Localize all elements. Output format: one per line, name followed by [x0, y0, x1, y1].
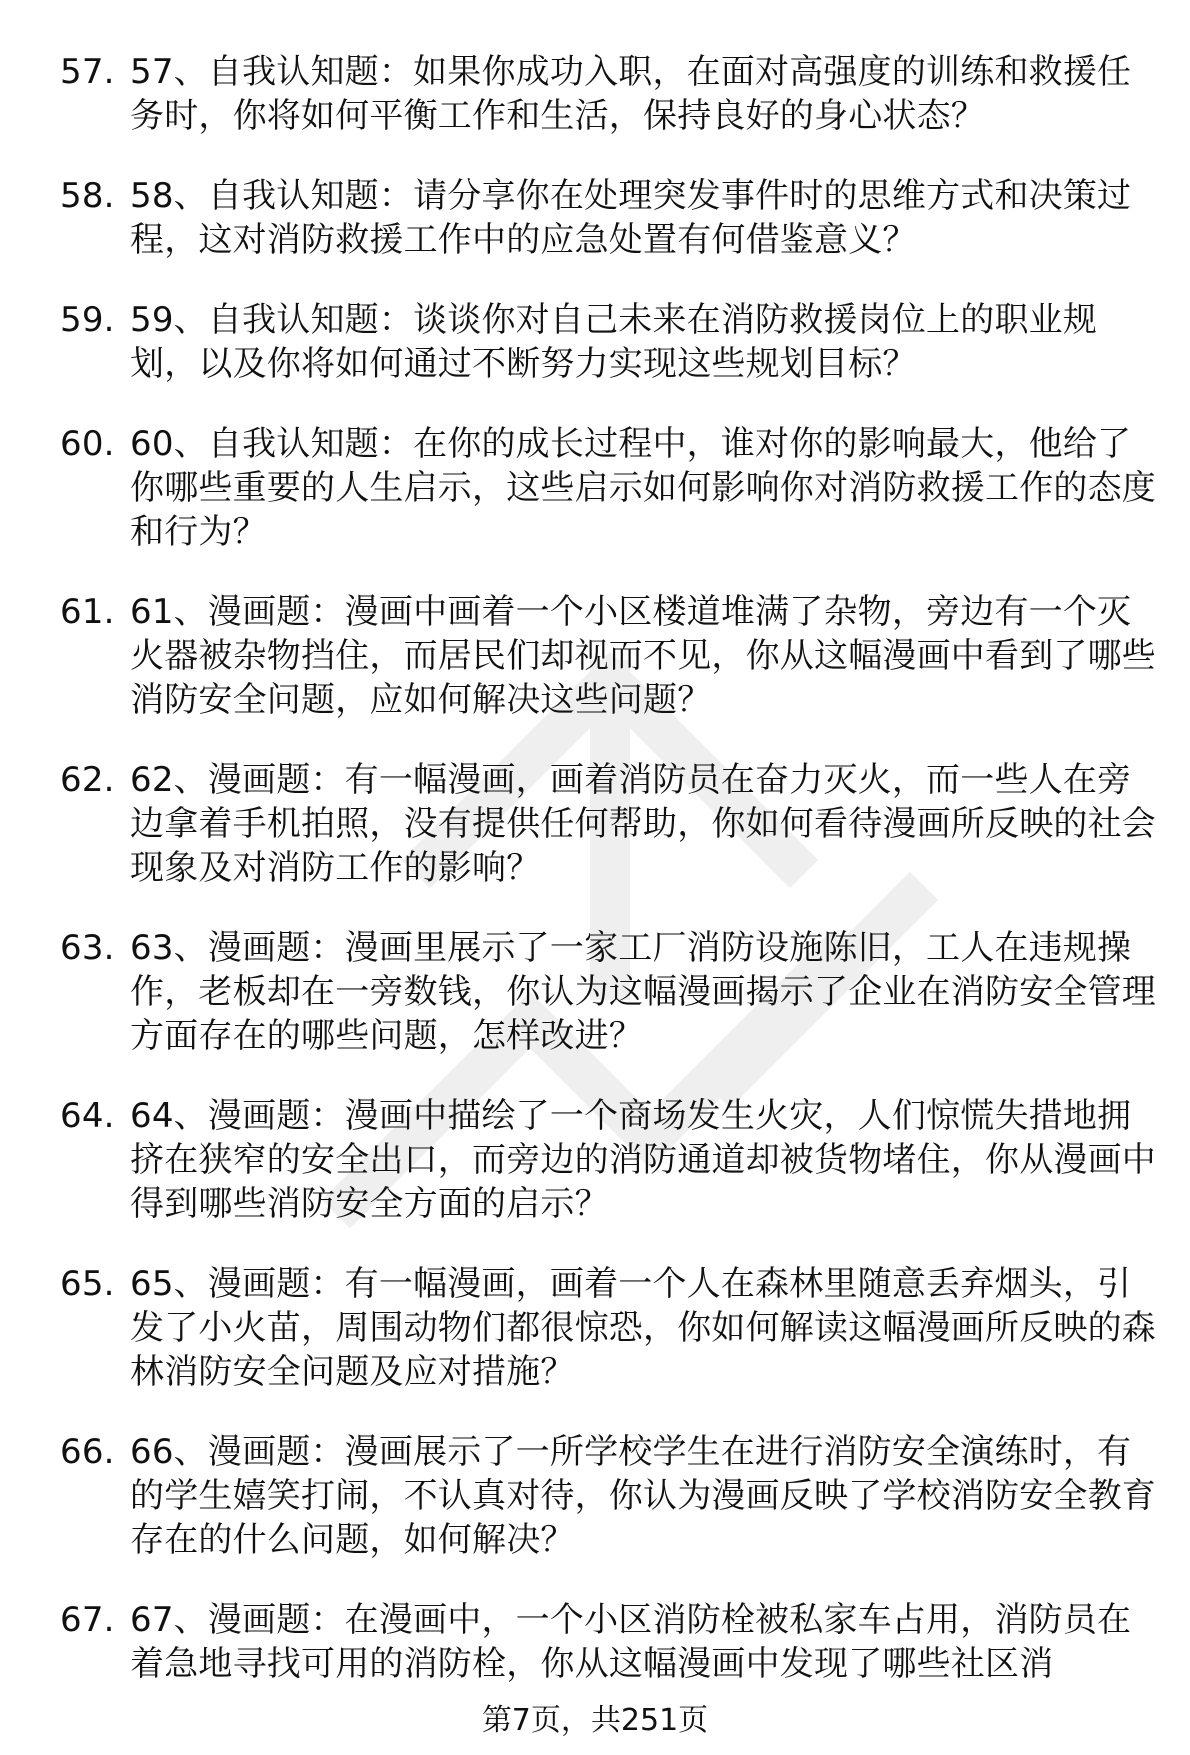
question-text: 67、漫画题：在漫画中，一个小区消防栓被私家车占用，消防员在着急地寻找可用的消防栓，你从这幅漫画中发现了哪些社区消 [130, 1600, 1132, 1684]
question-text: 64、漫画题：漫画中描绘了一个商场发生火灾，人们惊慌失措地拥挤在狭窄的安全出口，而旁边的消防通道却被货物堵住，你从漫画中得到哪些消防安全方面的启示？ [130, 1096, 1156, 1224]
question-text: 57、自我认知题：如果你成功入职，在面对高强度的训练和救援任务时，你将如何平衡工作和生活，保持良好的身心状态？ [130, 52, 1132, 136]
question-number: 64. [60, 1096, 115, 1136]
question-number: 63. [60, 928, 115, 968]
question-item [60, 590, 1160, 722]
question-number: 65. [60, 1264, 115, 1304]
question-number: 58. [60, 176, 115, 216]
question-item [60, 1430, 1160, 1562]
question-item [60, 1598, 1160, 1686]
question-number: 59. [60, 300, 115, 340]
question-number: 62. [60, 760, 115, 800]
question-item [60, 758, 1160, 890]
question-text: 61、漫画题：漫画中画着一个小区楼道堆满了杂物，旁边有一个灭火器被杂物挡住，而居民们却视而不见，你从这幅漫画中看到了哪些消防安全问题，应如何解决这些问题？ [130, 592, 1156, 720]
question-number: 57. [60, 52, 115, 92]
question-number: 66. [60, 1432, 115, 1472]
question-text: 65、漫画题：有一幅漫画，画着一个人在森林里随意丢弃烟头，引发了小火苗，周围动物们都很惊恐，你如何解读这幅漫画所反映的森林消防安全问题及应对措施？ [130, 1264, 1156, 1392]
question-item [60, 1094, 1160, 1226]
question-number: 61. [60, 592, 115, 632]
question-item [60, 1262, 1160, 1394]
question-text: 63、漫画题：漫画里展示了一家工厂消防设施陈旧，工人在违规操作，老板却在一旁数钱，你认为这幅漫画揭示了企业在消防安全管理方面存在的哪些问题，怎样改进？ [130, 928, 1156, 1056]
question-item [60, 422, 1160, 554]
question-text: 60、自我认知题：在你的成长过程中，谁对你的影响最大，他给了你哪些重要的人生启示，这些启示如何影响你对消防救援工作的态度和行为？ [130, 424, 1156, 552]
question-item [60, 298, 1160, 386]
page-number-label: 第7页，共251页 [481, 1703, 709, 1738]
page-footer [0, 1701, 1190, 1741]
question-item [60, 926, 1160, 1058]
question-text: 59、自我认知题：谈谈你对自己未来在消防救援岗位上的职业规划，以及你将如何通过不断努力实现这些规划目标？ [130, 300, 1098, 384]
question-text: 58、自我认知题：请分享你在处理突发事件时的思维方式和决策过程，这对消防救援工作中的应急处置有何借鉴意义？ [130, 176, 1132, 260]
question-item [60, 174, 1160, 262]
question-number: 60. [60, 424, 115, 464]
question-number: 67. [60, 1600, 115, 1640]
question-list [60, 50, 1160, 1722]
question-item [60, 50, 1160, 138]
question-text: 66、漫画题：漫画展示了一所学校学生在进行消防安全演练时，有的学生嬉笑打闹，不认真对待，你认为漫画反映了学校消防安全教育存在的什么问题，如何解决？ [130, 1432, 1156, 1560]
question-text: 62、漫画题：有一幅漫画，画着消防员在奋力灭火，而一些人在旁边拿着手机拍照，没有提供任何帮助，你如何看待漫画所反映的社会现象及对消防工作的影响？ [130, 760, 1156, 888]
